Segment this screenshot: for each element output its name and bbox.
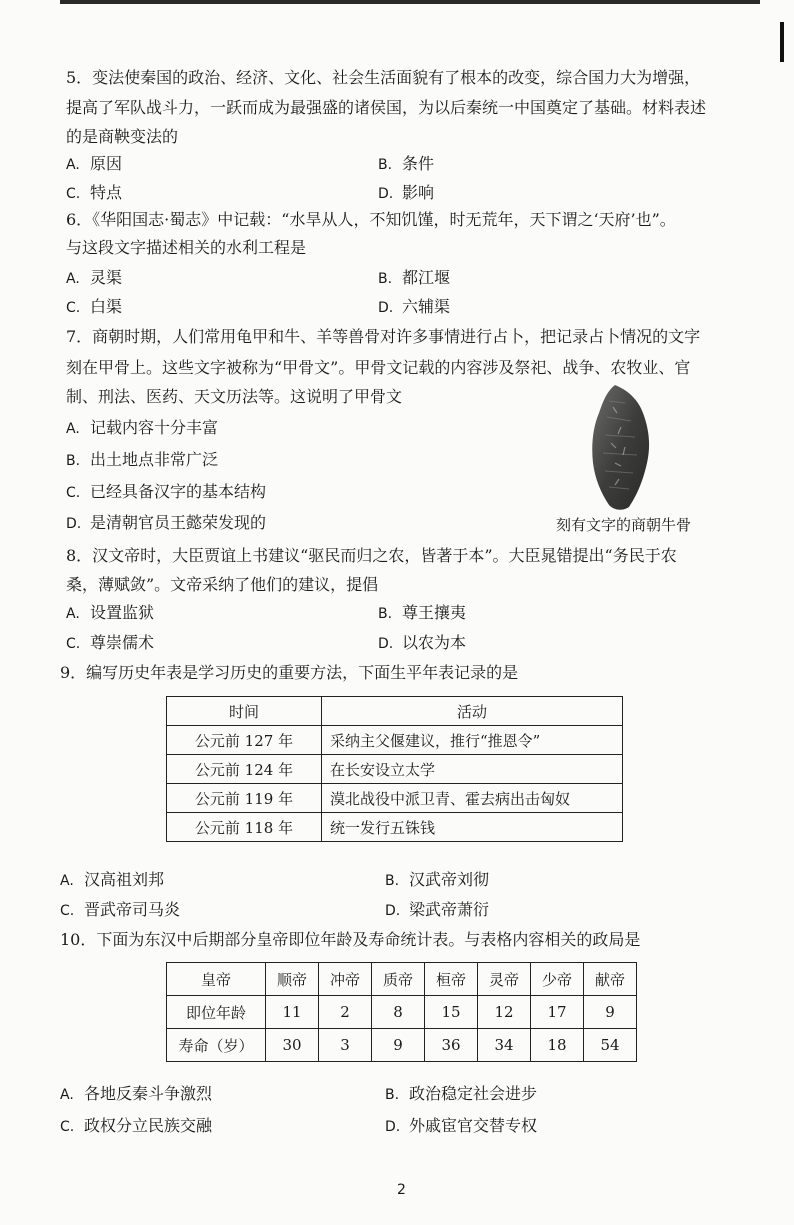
table-cell-activity: 漠北战役中派卫青、霍去病出击匈奴 — [322, 784, 623, 813]
row-label-emperor: 皇帝 — [167, 963, 266, 996]
table-header-row — [167, 697, 623, 726]
q6-stem-line-1: 6．《华阳国志·蜀志》中记载：“水旱从人，不知饥馑，时无荒年，天下谓之‘天府’也”。 — [66, 210, 676, 229]
q6-stem-line-2: 与这段文字描述相关的水利工程是 — [66, 238, 307, 257]
q7-option-a[interactable]: A. 记载内容十分丰富 — [66, 418, 219, 437]
q10-option-d[interactable]: D. 外戚宦官交替专权 — [385, 1116, 538, 1135]
q10-option-b[interactable]: B. 政治稳定社会进步 — [385, 1084, 538, 1103]
table-header-activity: 活动 — [322, 697, 623, 726]
q9-stem: 9．编写历史年表是学习历史的重要方法，下面生平年表记录的是 — [60, 663, 519, 682]
q8-stem-line-1: 8．汉文帝时，大臣贾谊上书建议“驱民而归之农，皆著于本”。大臣晁错提出“务民于农 — [66, 546, 677, 565]
lifespan-cell: 54 — [584, 1029, 637, 1062]
q5-option-a[interactable]: A. 原因 — [66, 154, 123, 173]
q6-option-a[interactable]: A. 灵渠 — [66, 268, 123, 287]
table-cell-time: 公元前 118 年 — [167, 813, 322, 842]
oracle-bone-image — [585, 383, 655, 513]
table-row-accession-age — [167, 996, 637, 1029]
lifespan-cell: 30 — [266, 1029, 319, 1062]
page-number: 2 — [397, 1182, 406, 1198]
q8-option-c[interactable]: C. 尊崇儒术 — [66, 633, 155, 652]
q5-option-d[interactable]: D. 影响 — [378, 183, 435, 202]
accession-age-cell: 11 — [266, 996, 319, 1029]
table-cell-activity: 统一发行五铢钱 — [322, 813, 623, 842]
lifespan-cell: 9 — [372, 1029, 425, 1062]
emperor-name: 顺帝 — [266, 963, 319, 996]
accession-age-cell: 12 — [478, 996, 531, 1029]
q7-option-c[interactable]: C. 已经具备汉字的基本结构 — [66, 482, 267, 501]
q6-option-c[interactable]: C. 白渠 — [66, 297, 123, 316]
lifespan-cell: 36 — [425, 1029, 478, 1062]
q9-timeline-table — [166, 696, 623, 842]
table-row-emperors — [167, 963, 637, 996]
q5-stem-line-1: 5．变法使秦国的政治、经济、文化、社会生活面貌有了根本的改变，综合国力大为增强， — [66, 68, 701, 87]
q10-stem: 10．下面为东汉中后期部分皇帝即位年龄及寿命统计表。与表格内容相关的政局是 — [60, 930, 641, 949]
figure-caption: 刻有文字的商朝牛骨 — [556, 516, 692, 534]
emperor-name: 献帝 — [584, 963, 637, 996]
table-header-time: 时间 — [167, 697, 322, 726]
accession-age-cell: 15 — [425, 996, 478, 1029]
table-cell-activity: 在长安设立太学 — [322, 755, 623, 784]
table-row — [167, 726, 623, 755]
q5-option-b[interactable]: B. 条件 — [378, 154, 435, 173]
q9-option-d[interactable]: D. 梁武帝萧衍 — [385, 900, 490, 919]
table-row-lifespan — [167, 1029, 637, 1062]
q10-option-a[interactable]: A. 各地反秦斗争激烈 — [60, 1084, 213, 1103]
q5-stem-line-2: 提高了军队战斗力，一跃而成为最强盛的诸侯国，为以后秦统一中国奠定了基础。材料表述 — [66, 98, 707, 117]
q9-option-c[interactable]: C. 晋武帝司马炎 — [60, 900, 181, 919]
emperor-name: 灵帝 — [478, 963, 531, 996]
row-label-lifespan: 寿命（岁） — [167, 1029, 266, 1062]
q5-option-c[interactable]: C. 特点 — [66, 183, 123, 202]
table-cell-activity: 采纳主父偃建议，推行“推恩令” — [322, 726, 623, 755]
q6-option-d[interactable]: D. 六辅渠 — [378, 297, 451, 316]
q10-emperor-table — [166, 962, 637, 1062]
q9-option-b[interactable]: B. 汉武帝刘彻 — [385, 870, 490, 889]
accession-age-cell: 8 — [372, 996, 425, 1029]
q10-option-c[interactable]: C. 政权分立民族交融 — [60, 1116, 213, 1135]
emperor-name: 冲帝 — [319, 963, 372, 996]
accession-age-cell: 9 — [584, 996, 637, 1029]
table-row — [167, 755, 623, 784]
q8-option-a[interactable]: A. 设置监狱 — [66, 603, 155, 622]
q7-option-d[interactable]: D. 是清朝官员王懿荣发现的 — [66, 513, 267, 532]
lifespan-cell: 34 — [478, 1029, 531, 1062]
q9-option-a[interactable]: A. 汉高祖刘邦 — [60, 870, 165, 889]
q7-stem-line-2: 刻在甲骨上。这些文字被称为“甲骨文”。甲骨文记载的内容涉及祭祀、战争、农牧业、官 — [66, 358, 691, 377]
table-cell-time: 公元前 119 年 — [167, 784, 322, 813]
table-row — [167, 813, 623, 842]
table-cell-time: 公元前 124 年 — [167, 755, 322, 784]
emperor-name: 质帝 — [372, 963, 425, 996]
lifespan-cell: 3 — [319, 1029, 372, 1062]
accession-age-cell: 2 — [319, 996, 372, 1029]
top-edge-bar — [60, 0, 760, 4]
q8-stem-line-2: 桑，薄赋敛”。文帝采纳了他们的建议，提倡 — [66, 575, 379, 594]
accession-age-cell: 17 — [531, 996, 584, 1029]
table-cell-time: 公元前 127 年 — [167, 726, 322, 755]
row-label-accession-age: 即位年龄 — [167, 996, 266, 1029]
emperor-name: 桓帝 — [425, 963, 478, 996]
q7-stem-line-1: 7．商朝时期，人们常用龟甲和牛、羊等兽骨对许多事情进行占卜，把记录占卜情况的文字 — [66, 327, 701, 346]
lifespan-cell: 18 — [531, 1029, 584, 1062]
q6-option-b[interactable]: B. 都江堰 — [378, 268, 451, 287]
right-edge-mark — [780, 22, 784, 62]
q8-option-b[interactable]: B. 尊王攘夷 — [378, 603, 467, 622]
q5-stem-line-3: 的是商鞅变法的 — [66, 127, 179, 146]
q8-option-d[interactable]: D. 以农为本 — [378, 633, 467, 652]
q7-stem-line-3: 制、刑法、医药、天文历法等。这说明了甲骨文 — [66, 387, 403, 406]
emperor-name: 少帝 — [531, 963, 584, 996]
q7-option-b[interactable]: B. 出土地点非常广泛 — [66, 450, 219, 469]
table-row — [167, 784, 623, 813]
